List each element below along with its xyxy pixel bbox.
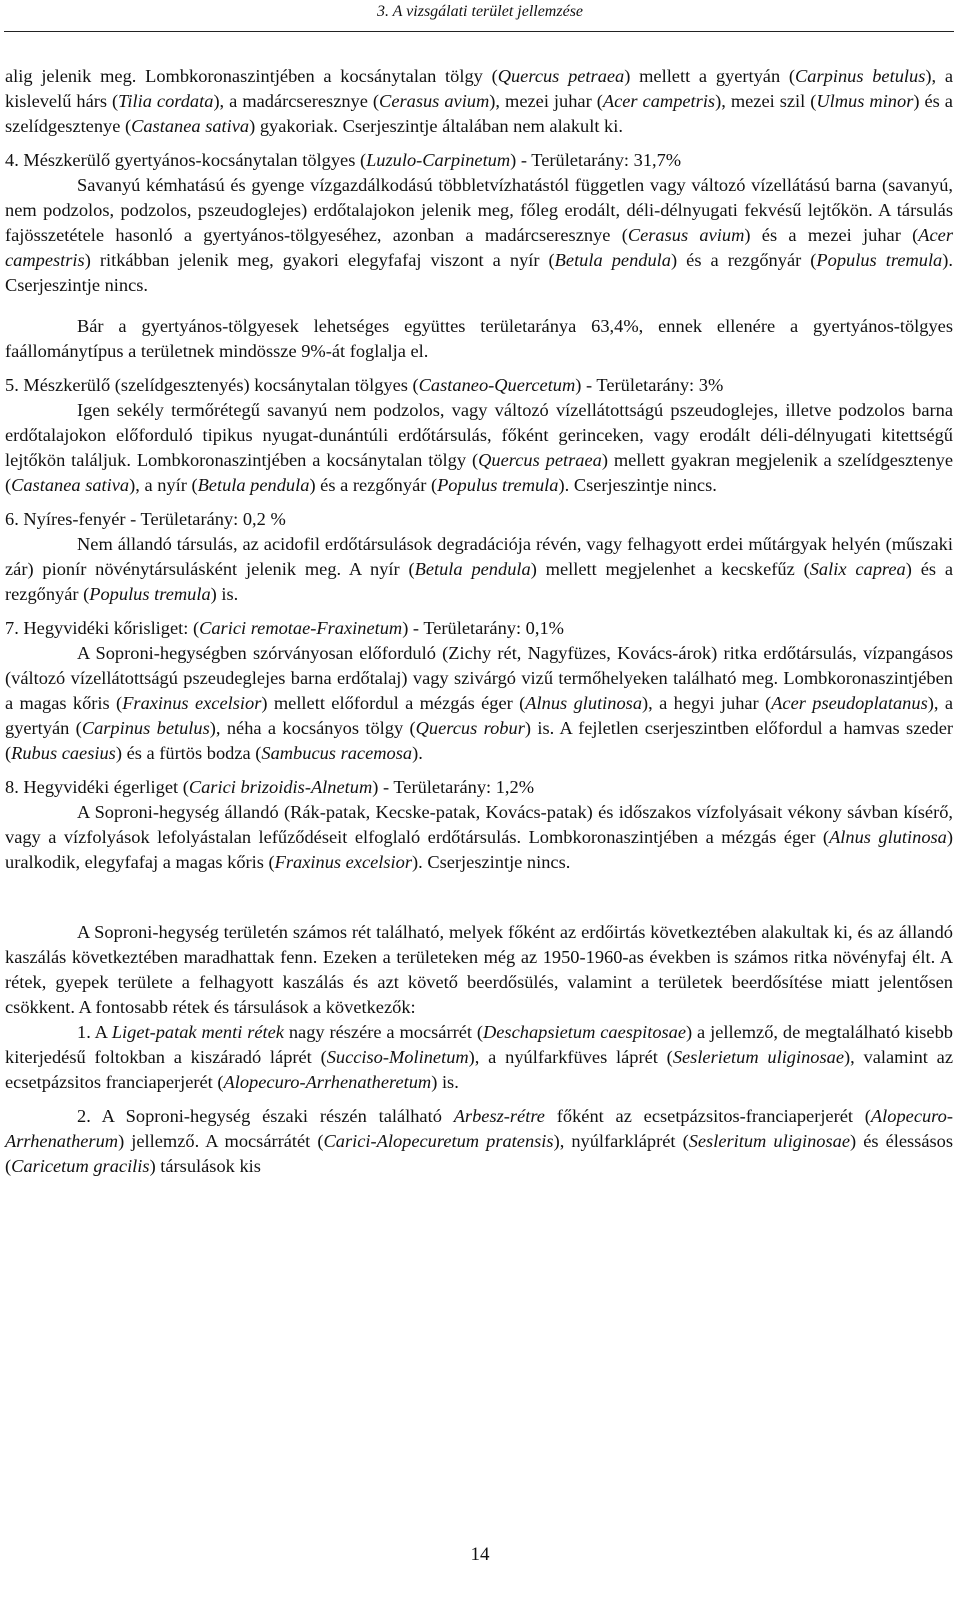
text-run: ) és a szelídgesztenye ( bbox=[5, 91, 953, 136]
text-run: ) gyakoriak. Cserjeszintje általában nem alakult ki. bbox=[249, 116, 623, 136]
text-run: ) - Területarány: 1,2% bbox=[372, 777, 535, 797]
text-run: alig jelenik meg. Lombkoronaszintjében a kocsánytalan tölgy ( bbox=[5, 66, 498, 86]
text-run: ). Cserjeszintje nincs. bbox=[5, 250, 953, 295]
text-run: ), mezei szil ( bbox=[715, 91, 817, 111]
species-name: Quercus petraea bbox=[478, 450, 602, 470]
species-name: Ulmus minor bbox=[816, 91, 914, 111]
list-item-meadow-1 bbox=[5, 1020, 953, 1095]
paragraph-section-5 bbox=[5, 398, 953, 498]
species-name: Castanea sativa bbox=[11, 475, 130, 495]
species-name: Fraxinus excelsior bbox=[122, 693, 262, 713]
text-run: ). bbox=[412, 743, 423, 763]
text-run: ) és a mezei juhar ( bbox=[744, 225, 919, 245]
species-name: Populus tremula bbox=[437, 475, 559, 495]
species-name: Caricetum gracilis bbox=[11, 1156, 150, 1176]
species-name: Alopecuro-Arrhenatherum bbox=[5, 1106, 953, 1151]
text-run: ) mellett előfordul a mézgás éger ( bbox=[261, 693, 526, 713]
text-run: ) mellett megjelenhet a kecskefűz ( bbox=[530, 559, 810, 579]
paragraph-section-4 bbox=[5, 173, 953, 298]
species-name: Deschapsietum caespitosae bbox=[482, 1022, 687, 1042]
text-run: ) a jellemző, de megtalálható kisebb kiterjedésű foltokban a kiszáradó láprét ( bbox=[5, 1022, 953, 1067]
species-name: Populus tremula bbox=[816, 250, 943, 270]
species-name: Cerasus avium bbox=[627, 225, 745, 245]
text-run: ), a nyír ( bbox=[129, 475, 198, 495]
running-header bbox=[0, 0, 960, 44]
running-header-title: 3. A vizsgálati terület jellemzése bbox=[376, 3, 584, 20]
species-name: Cerasus avium bbox=[379, 91, 490, 111]
species-name: Acer pseudoplatanus bbox=[771, 693, 928, 713]
page-number: 14 bbox=[470, 1544, 490, 1565]
text-run: A Soproni-hegység állandó (Rák-patak, Kecske-patak, Kovács-patak) és időszakos vízfolyásait vékony sávban kísérő, vagy a vízfolyások lefolyástalan lefűződéseit elfoglaló erdőtársulás. Lombkoronaszintjében a mézgás éger ( bbox=[5, 802, 953, 847]
text-run: 1. A bbox=[77, 1022, 112, 1042]
text-run: ), a hegyi juhar ( bbox=[642, 693, 772, 713]
species-name: Populus tremula bbox=[89, 584, 211, 604]
text-run: 7. Hegyvidéki kőrisliget: ( bbox=[5, 618, 200, 638]
species-name: Castaneo-Quercetum bbox=[418, 375, 576, 395]
species-name: Alopecuro-Arrhenatheretum bbox=[223, 1072, 432, 1092]
text-run: nagy részére a mocsárrét ( bbox=[283, 1022, 483, 1042]
text-run: A Soproni-hegységben szórványosan előforduló (Zichy rét, Nagyfüzes, Kovács-árok) ritka erdőtársulás, vízpangásos (változó vízellátottságú pszeudeglejes barna erdőtalaj) vagy szivárgó vizű termőhelyeken található meg. Lombkoronaszintjében a magas kőris ( bbox=[5, 643, 953, 713]
header-divider bbox=[4, 31, 954, 32]
species-name: Acer campetris bbox=[602, 91, 716, 111]
text-run: 4. Mészkerülő gyertyános-kocsánytalan tölgyes ( bbox=[5, 150, 367, 170]
paragraph-section-6 bbox=[5, 532, 953, 607]
species-name: Betula pendula bbox=[414, 559, 531, 579]
text-run: A Soproni-hegység területén számos rét található, melyek főként az erdőirtás következtében alakultak ki, és az állandó kaszálás következtében maradhattak fenn. Ezeken a területeken még az 1950-1960-as években is számos ritka növényfaj élt. A rétek, gyepek területe a felhagyott kaszálás és azt követő beerdősülés, valamint a területek beerdősítése miatt jelentősen csökkent. A fontosabb rétek és társulások a következők: bbox=[5, 922, 953, 1017]
species-name: Tilia cordata bbox=[118, 91, 214, 111]
paragraph-section-4-note bbox=[5, 314, 953, 364]
species-name: Carici-Alopecuretum pratensis bbox=[323, 1131, 554, 1151]
species-name: Rubus caesius bbox=[11, 743, 116, 763]
species-name: Succiso-Molinetum bbox=[326, 1047, 469, 1067]
text-run: ) mellett a gyertyán ( bbox=[624, 66, 796, 86]
species-name: Salix caprea bbox=[809, 559, 906, 579]
species-name: Quercus petraea bbox=[497, 66, 625, 86]
text-run: ) is. bbox=[431, 1072, 459, 1092]
species-name: Carpinus betulus bbox=[81, 718, 210, 738]
species-name: Sesleritum uliginosae bbox=[688, 1131, 851, 1151]
species-name: Acer campestris bbox=[5, 225, 953, 270]
text-run: ) is. bbox=[210, 584, 239, 604]
text-run: ), a gyertyán ( bbox=[5, 693, 953, 738]
text-run: 8. Hegyvidéki égerliget ( bbox=[5, 777, 189, 797]
section-heading-6 bbox=[5, 507, 953, 532]
text-run: ) és a fürtös bodza ( bbox=[115, 743, 262, 763]
text-run: ), mezei juhar ( bbox=[489, 91, 603, 111]
text-run: ) - Területarány: 0,1% bbox=[402, 618, 564, 638]
text-run: ), néha a kocsányos tölgy ( bbox=[209, 718, 416, 738]
species-name: Betula pendula bbox=[554, 250, 671, 270]
text-run: ) és élessásos ( bbox=[5, 1131, 953, 1176]
text-run: 6. Nyíres-fenyér - Területarány: 0,2 % bbox=[5, 509, 286, 529]
text-run: ), nyúlfarkláprét ( bbox=[553, 1131, 689, 1151]
section-heading-8 bbox=[5, 775, 953, 800]
text-run: Bár a gyertyános-tölgyesek lehetséges együttes területaránya 63,4%, ennek ellenére a gyertyános-tölgyes faállománytípus a területnek mindössze 9%-át foglalja el. bbox=[5, 316, 953, 361]
text-run: Savanyú kémhatású és gyenge vízgazdálkodású többletvízhatástól független vagy változó vízellátású barna (savanyú, nem podzolos, podzolos, pszeudoglejes) erdőtalajokon jelenik meg, főleg erodált, déli-délnyugati fekvésű lejtőkön. A társulás fajösszetétele hasonló a gyertyános-tölgyeséhez, azonban a madárcseresznye ( bbox=[5, 175, 953, 245]
section-heading-7 bbox=[5, 616, 953, 641]
text-run: ), a nyúlfarkfüves láprét ( bbox=[468, 1047, 673, 1067]
species-name: Carpinus betulus bbox=[795, 66, 926, 86]
paragraph-intro bbox=[5, 64, 953, 139]
text-run: 2. A Soproni-hegység északi részén található bbox=[77, 1106, 454, 1126]
species-name: Carici brizoidis-Alnetum bbox=[188, 777, 373, 797]
species-name: Alnus glutinosa bbox=[829, 827, 947, 847]
text-run: ) jellemző. A mocsárrátét ( bbox=[118, 1131, 324, 1151]
text-run: ), a madárcseresznye ( bbox=[213, 91, 380, 111]
text-run: ) és a rezgőnyár ( bbox=[5, 559, 954, 604]
text-run: 5. Mészkerülő (szelídgesztenyés) kocsánytalan tölgyes ( bbox=[5, 375, 419, 395]
species-name: Liget-patak menti rétek bbox=[111, 1022, 284, 1042]
paragraph-section-7 bbox=[5, 641, 953, 766]
section-heading-4 bbox=[5, 148, 953, 173]
list-item-meadow-2 bbox=[5, 1104, 953, 1179]
paragraph-section-8 bbox=[5, 800, 953, 875]
text-run: ). Cserjeszintje nincs. bbox=[558, 475, 717, 495]
text-run: ) társulások kis bbox=[149, 1156, 261, 1176]
text-run: főként az ecsetpázsitos-franciaperjerét ( bbox=[544, 1106, 871, 1126]
text-run: ) mellett gyakran megjelenik a szelídgesztenye ( bbox=[5, 450, 954, 495]
species-name: Quercus robur bbox=[415, 718, 525, 738]
text-run: Nem állandó társulás, az acidofil erdőtársulások degradációja révén, vagy felhagyott erdei műtárgyak helyén (műszaki zár) pionír növénytársulásként jelenik meg. A nyír ( bbox=[5, 534, 953, 579]
section-heading-5 bbox=[5, 373, 953, 398]
text-run: ). Cserjeszintje nincs. bbox=[412, 852, 571, 872]
text-run: Igen sekély termőrétegű savanyú nem podzolos, vagy változó vízellátottságú pszeudoglejes, illetve podzolos barna erdőtalajokon előforduló tipikus nyugat-dunántúli erdőtársulás, főként gerinceken, vagy erodált déli-délnyugati kitettségű lejtőkön találjuk. Lombkoronaszintjében a kocsánytalan tölgy ( bbox=[5, 400, 953, 470]
species-name: Alnus glutinosa bbox=[525, 693, 643, 713]
species-name: Betula pendula bbox=[197, 475, 310, 495]
text-run: ) és a rezgőnyár ( bbox=[670, 250, 817, 270]
text-run: ), valamint az ecsetpázsitos franciaperjerét ( bbox=[5, 1047, 953, 1092]
text-run: ) is. A fejletlen cserjeszintben előfordul a hamvas szeder ( bbox=[5, 718, 953, 763]
species-name: Sambucus racemosa bbox=[261, 743, 413, 763]
species-name: Arbesz-rétre bbox=[453, 1106, 545, 1126]
text-run: ) - Területarány: 3% bbox=[575, 375, 724, 395]
species-name: Fraxinus excelsior bbox=[274, 852, 413, 872]
species-name: Castanea sativa bbox=[131, 116, 250, 136]
page-body bbox=[5, 64, 953, 1179]
species-name: Carici remotae-Fraxinetum bbox=[199, 618, 403, 638]
text-run: ) és a rezgőnyár ( bbox=[309, 475, 438, 495]
text-run: ) - Területarány: 31,7% bbox=[510, 150, 682, 170]
paragraph-meadows bbox=[5, 920, 953, 1020]
species-name: Seslerietum uliginosae bbox=[672, 1047, 845, 1067]
text-run: ) uralkodik, elegyfafaj a magas kőris ( bbox=[5, 827, 954, 872]
species-name: Luzulo-Carpinetum bbox=[366, 150, 511, 170]
text-run: ), a kislevelű hárs ( bbox=[5, 66, 953, 111]
text-run: ) ritkábban jelenik meg, gyakori elegyfafaj viszont a nyír ( bbox=[84, 250, 555, 270]
